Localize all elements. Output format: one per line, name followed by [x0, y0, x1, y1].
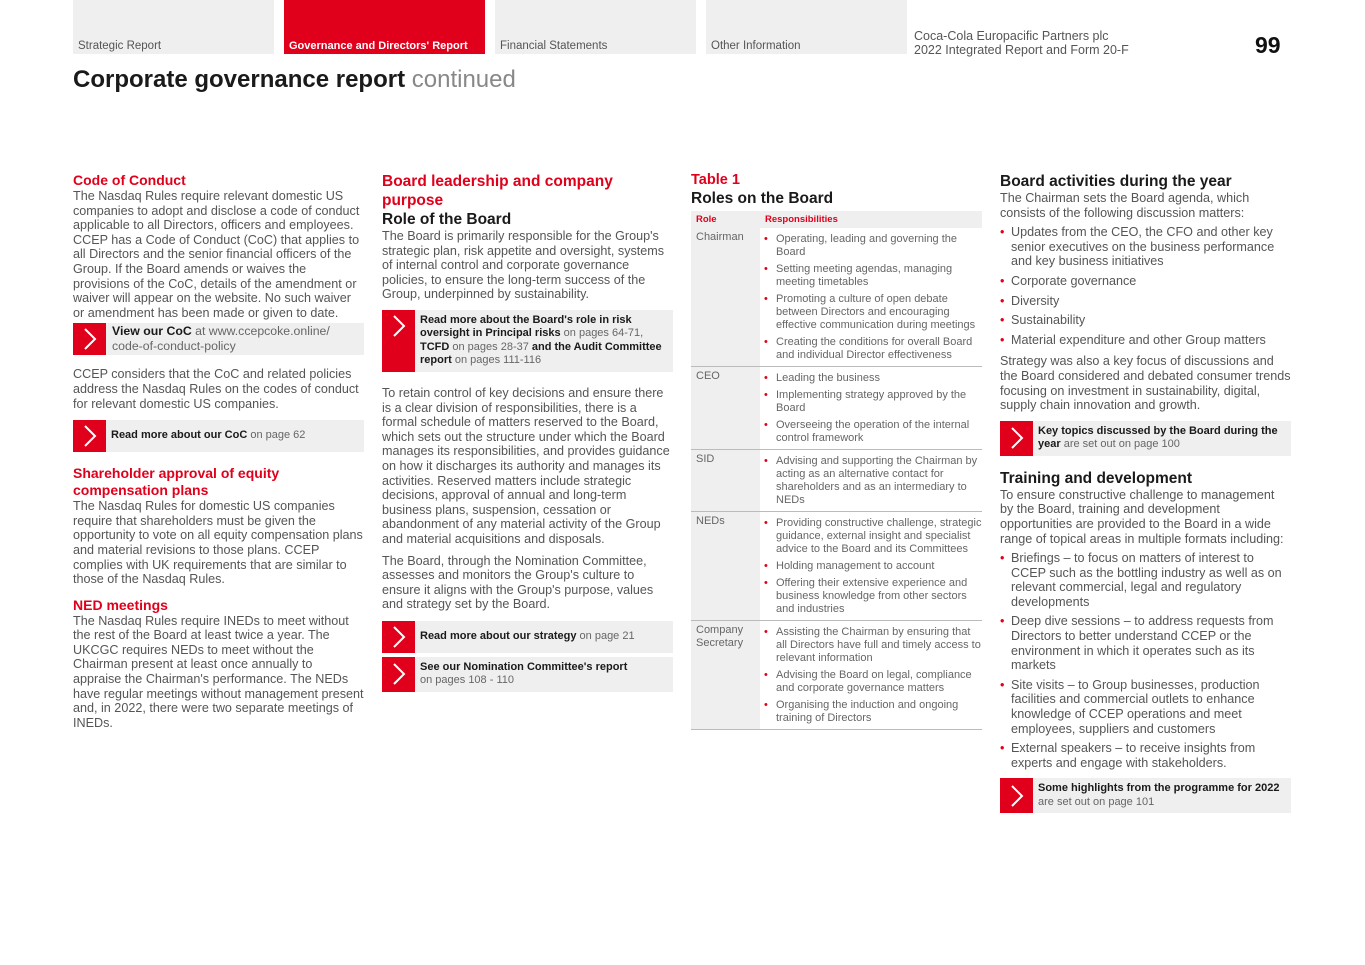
board-leadership-heading: Board leadership and company purpose [382, 173, 613, 209]
list-item: • Implementing strategy approved by the Board [764, 389, 982, 415]
list-item: • Advising the Board on legal, compliance and corporate governance matters [764, 669, 982, 695]
tab-label: Strategic Report [78, 40, 162, 52]
page-title [73, 66, 516, 94]
table-row [691, 450, 982, 512]
list-item: • Creating the conditions for overall Board and individual Director effectiveness [764, 336, 982, 362]
column-4 [1000, 172, 1291, 813]
company-name [914, 29, 1129, 57]
list-item: • Setting meeting agendas, managing meeting timetables [764, 263, 982, 289]
chevron-right-icon [1000, 421, 1033, 456]
callout-bold: Read more about our strategy [420, 629, 577, 642]
shareholder-paragraph: The Nasdaq Rules for domestic US companies require that shareholders must be given the opportunity to vote on all equity compensation plans and material revisions to those plans. CCEP complies with UK requirements that are similar to those of the Nasdaq Rules. [73, 499, 363, 587]
culture-paragraph: The Board, through the Nomination Committee, assesses and monitors the Group's culture to ensure it aligns with the Group's purpose, values and strategy set by the Board. [382, 553, 654, 612]
role-paragraph: The Board is primarily responsible for the Group's strategic plan, risk appetite and oversight, systems of internal control and corporate governance policies, to ensure the long-term success of the Group, underpinned by sustainability. [382, 229, 665, 302]
callout-text: on pages 28-37 [449, 340, 532, 353]
list-item: • Corporate governance [1000, 274, 1291, 289]
table-row [691, 512, 982, 621]
tab-label: Governance and Directors' Report [289, 40, 468, 52]
risk-oversight-callout[interactable] [382, 310, 673, 372]
training-heading: Training and development [1000, 469, 1193, 487]
ned-heading: NED meetings [73, 596, 168, 613]
reserved-matters-paragraph: To retain control of key decisions and ensure there is a clear division of responsibilities, there is a formal schedule of matters reserved to the Board, which sets out the structure under which the Board manages its responsibilities, and provides guidance on how it discharges its authority and manages its activities. Reserved matters include strategic decisions, approval of annual and long-term business plans, suspension, cessation or abandonment of any material activity of the Group and material acquisitions and disposals. [382, 385, 670, 546]
list-item: • Holding management to account [764, 560, 982, 573]
callout-text: on pages 64-71, [560, 327, 644, 340]
tab-other-information[interactable] [706, 0, 907, 54]
list-item: • Material expenditure and other Group matters [1000, 333, 1291, 348]
table-row [691, 621, 982, 730]
list-item: • Updates from the CEO, the CFO and other key senior executives on the business performance and key business initiatives [1000, 225, 1291, 269]
chevron-right-icon [382, 310, 415, 372]
table-title: Roles on the Board [691, 190, 834, 207]
strategy-callout[interactable] [382, 621, 673, 653]
chevron-right-icon [73, 323, 106, 355]
board-activities-paragraph: The Chairman sets the Board agenda, which consists of the following discussion matters: [1000, 191, 1250, 220]
tab-strategic-report[interactable] [73, 0, 274, 54]
list-item: • Providing constructive challenge, strategic guidance, external insight and specialist advice to the Board and its Committees [764, 517, 982, 556]
callout-bold: Some highlights from the programme for 2022 [1038, 782, 1280, 795]
header-responsibilities: Responsibilities [760, 211, 982, 228]
responsibilities-cell [760, 367, 982, 450]
key-topics-callout[interactable] [1000, 421, 1291, 456]
board-activities-heading: Board activities during the year [1000, 173, 1232, 190]
tab-financial-statements[interactable] [495, 0, 696, 54]
chevron-right-icon [382, 621, 415, 653]
roles-table [691, 211, 982, 730]
table-label: Table 1 [691, 172, 740, 188]
nomination-callout[interactable] [382, 657, 673, 692]
title-suffix: continued [411, 66, 516, 93]
column-2 [382, 172, 673, 692]
training-paragraph: To ensure constructive challenge to management by the Board, training and development opportunities are provided to the Board in a wide range of topical areas in multiple formats including: [1000, 487, 1284, 546]
list-item: • Assisting the Chairman by ensuring that all Directors have full and timely access to relevant information [764, 626, 982, 665]
header-role: Role [691, 211, 760, 228]
title-main: Corporate governance report [73, 66, 406, 93]
callout-bold: See our Nomination Committee's report [420, 660, 628, 673]
role-cell: CEO [691, 367, 760, 450]
list-item: • Sustainability [1000, 313, 1291, 328]
ned-paragraph: The Nasdaq Rules require INEDs to meet without the rest of the Board at least twice a year. The UKCGC requires NEDs to meet without the Chairman present at least once annually to appraise the Chairman's performance. The NEDs have regular meetings without management present and, in 2022, there were two separate meetings of INEDs. [73, 613, 364, 730]
highlights-callout[interactable] [1000, 778, 1291, 813]
tab-label: Financial Statements [500, 40, 608, 52]
list-item: • Overseeing the operation of the internal control framework [764, 419, 982, 445]
coc-page-callout[interactable] [73, 420, 364, 452]
column-1 [73, 172, 364, 730]
callout-bold: Key topics discussed by the Board during the year [1038, 424, 1278, 451]
responsibilities-cell [760, 512, 982, 621]
list-item: • Diversity [1000, 294, 1291, 309]
discussion-list [1000, 225, 1291, 347]
responsibilities-cell [760, 450, 982, 512]
tab-label: Other Information [711, 40, 801, 52]
callout-text: are set out on page 100 [1060, 438, 1180, 451]
callout-bold: and the Audit Committee report [420, 340, 662, 367]
callout-bold: Read more about our CoC [111, 429, 248, 442]
callout-text: on page 62 [247, 429, 306, 442]
section-nav [73, 0, 907, 54]
company-line-1: Coca-Cola Europacific Partners plc [914, 29, 1109, 43]
responsibilities-cell [760, 228, 982, 367]
list-item: • Offering their extensive experience and business knowledge from other sectors and industries [764, 577, 982, 616]
callout-text: are set out on page 101 [1038, 795, 1155, 808]
role-cell: SID [691, 450, 760, 512]
list-item: • Site visits – to Group businesses, production facilities and commercial outlets to enhance knowledge of CCEP operations and meet employees, suppliers and customers [1000, 678, 1291, 736]
list-item: • Organising the induction and ongoing training of Directors [764, 699, 982, 725]
table-row [691, 367, 982, 450]
company-line-2: 2022 Integrated Report and Form 20-F [914, 43, 1129, 57]
list-item: • Promoting a culture of open debate between Directors and encouraging effective communication during meetings [764, 293, 982, 332]
list-item: • External speakers – to receive insights from experts and engage with stakeholders. [1000, 741, 1291, 770]
tab-governance[interactable] [284, 0, 485, 54]
list-item: • Deep dive sessions – to address requests from Directors to better understand CCEP or the environment in which it operates such as its markets [1000, 614, 1291, 672]
responsibilities-cell [760, 621, 982, 730]
shareholder-heading: Shareholder approval of equity compensation plans [73, 465, 280, 499]
callout-bold: View our CoC [112, 324, 192, 339]
callout-text: on page 21 [576, 629, 635, 642]
chevron-right-icon [1000, 778, 1033, 813]
role-cell: Company Secretary [691, 621, 760, 730]
table-header-row [691, 211, 982, 228]
page-number: 99 [1255, 32, 1281, 58]
coc-paragraph-2: CCEP considers that the CoC and related policies address the Nasdaq Rules on the codes of conduct for relevant domestic US companies. [73, 367, 359, 411]
callout-bold: Read more about the Board's role in risk oversight in Principal risks [420, 313, 632, 340]
callout-text: at www.ccepcoke.online/ code-of-conduct-policy [112, 324, 330, 354]
chevron-right-icon [73, 420, 106, 452]
coc-link-callout[interactable] [73, 323, 364, 355]
table-row [691, 228, 982, 367]
column-3 [691, 172, 982, 730]
callout-bold: TCFD [420, 340, 450, 353]
callout-text: on pages 111-116 [451, 354, 542, 367]
role-cell: Chairman [691, 228, 760, 367]
role-cell: NEDs [691, 512, 760, 621]
training-list [1000, 551, 1291, 770]
list-item: • Operating, leading and governing the Board [764, 233, 982, 259]
coc-heading: Code of Conduct [73, 172, 186, 188]
callout-text: on pages 108 - 110 [420, 674, 514, 687]
chevron-right-icon [382, 657, 415, 692]
list-item: • Advising and supporting the Chairman by acting as an alternative contact for shareholders and as an intermediary to NEDs [764, 455, 982, 507]
strategy-paragraph: Strategy was also a key focus of discussions and the Board considered and debated consumer trends focusing on investment in sustainability, digital, supply chain innovation and growth. [1000, 354, 1291, 413]
list-item: • Briefings – to focus on matters of interest to CCEP such as the bottling industry as well as on relevant commercial, legal and regulatory developments [1000, 551, 1291, 609]
coc-paragraph: The Nasdaq Rules require relevant domestic US companies to adopt and disclose a code of conduct applicable to all Directors, officers and employees. CCEP has a Code of Conduct (CoC) that applies to all Directors and the senior financial officers of the Group. If the Board amends or waives the provisions of the CoC, details of the amendment or waiver will appear on the website. No such waiver or amendment has been made or given to date. [73, 189, 360, 320]
list-item: • Leading the business [764, 372, 982, 385]
role-of-board-heading: Role of the Board [382, 211, 512, 228]
